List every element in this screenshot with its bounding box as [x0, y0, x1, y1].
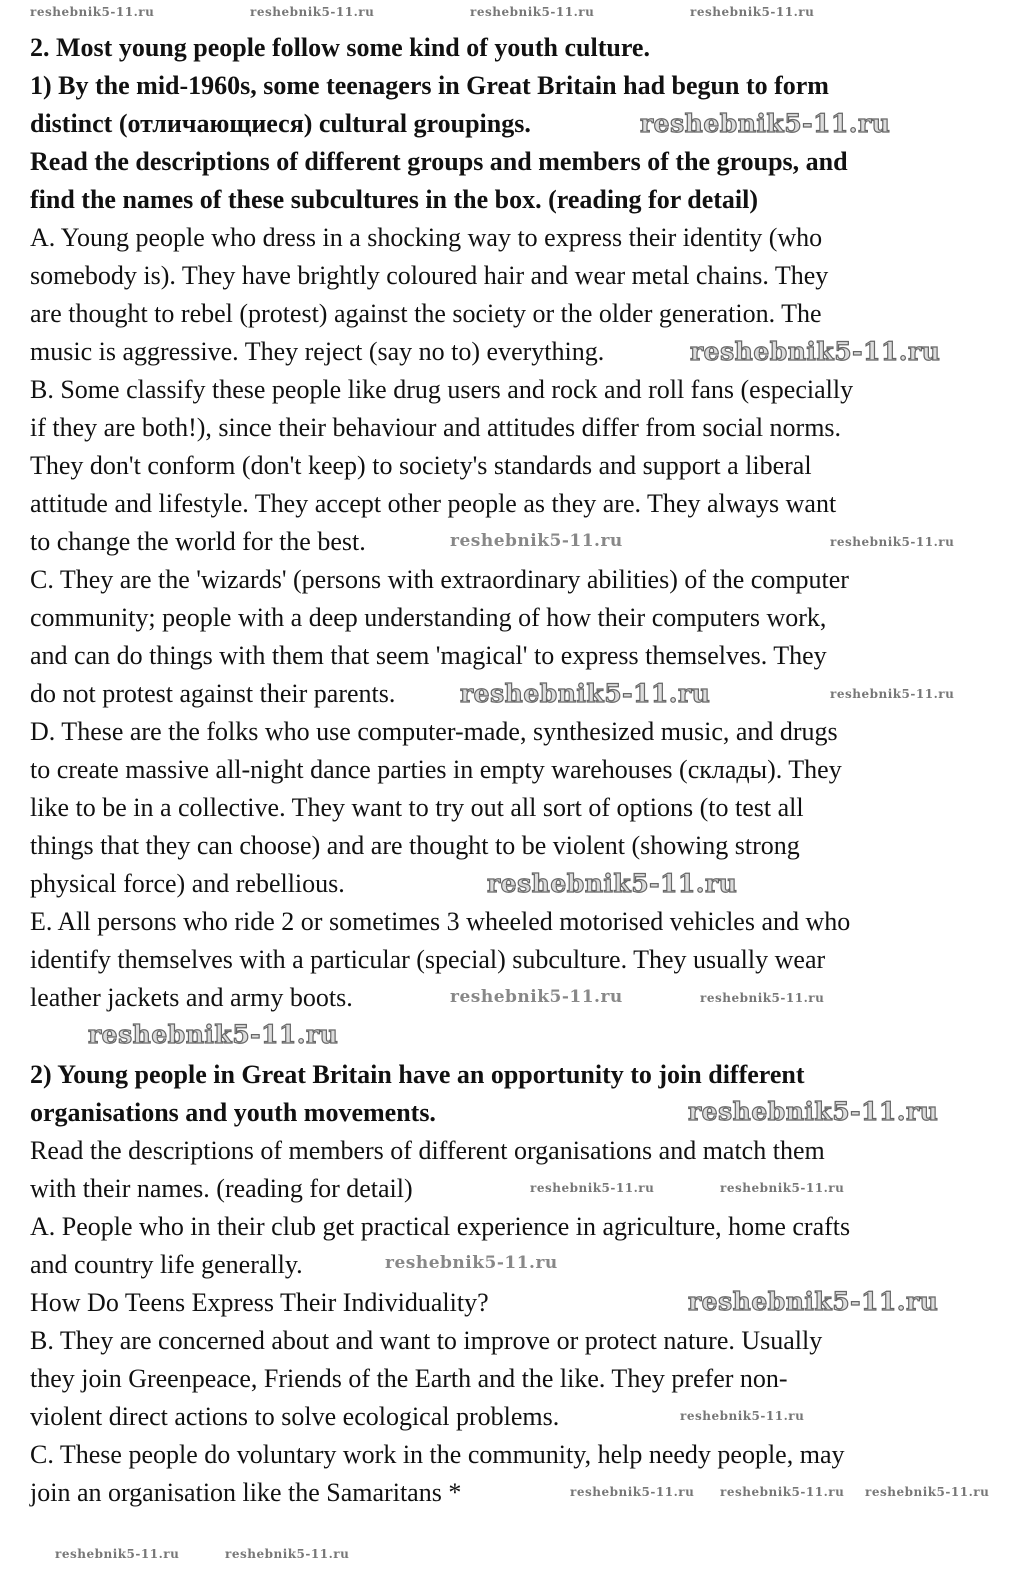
text-line: like to be in a collective. They want to try out all sort of options (to test all — [30, 793, 804, 822]
text-line: violent direct actions to solve ecological problems. — [30, 1402, 560, 1431]
watermark: reshebnik5-11.ru — [88, 1020, 339, 1049]
text-line: physical force) and rebellious. — [30, 869, 345, 898]
watermark: reshebnik5-11.ru — [688, 1287, 939, 1316]
watermark: reshebnik5-11.ru — [720, 1181, 845, 1195]
heading-line: distinct (отличающиеся) cultural groupings. — [30, 109, 531, 138]
text-line: C. They are the 'wizards' (persons with extraordinary abilities) of the computer — [30, 565, 849, 594]
text-line: with their names. (reading for detail) — [30, 1174, 413, 1203]
watermark: reshebnik5-11.ru — [225, 1547, 350, 1561]
watermark: reshebnik5-11.ru — [700, 991, 825, 1005]
watermark: reshebnik5-11.ru — [720, 1485, 845, 1499]
watermark: reshebnik5-11.ru — [690, 5, 815, 19]
text-line: join an organisation like the Samaritans * — [30, 1478, 462, 1507]
text-line: and country life generally. — [30, 1250, 303, 1279]
watermark: reshebnik5-11.ru — [470, 5, 595, 19]
text-line: C. These people do voluntary work in the community, help needy people, may — [30, 1440, 845, 1469]
watermark: reshebnik5-11.ru — [570, 1485, 695, 1499]
text-line: somebody is). They have brightly coloured hair and wear metal chains. They — [30, 261, 829, 290]
watermark: reshebnik5-11.ru — [680, 1409, 805, 1423]
watermark: reshebnik5-11.ru — [690, 337, 941, 366]
watermark: reshebnik5-11.ru — [688, 1097, 939, 1126]
watermark: reshebnik5-11.ru — [530, 1181, 655, 1195]
text-line: D. These are the folks who use computer-made, synthesized music, and drugs — [30, 717, 838, 746]
text-line: E. All persons who ride 2 or sometimes 3 wheeled motorised vehicles and who — [30, 907, 851, 936]
text-line: and can do things with them that seem 'magical' to express themselves. They — [30, 641, 827, 670]
text-line: to create massive all-night dance parties in empty warehouses (склады). They — [30, 755, 842, 784]
text-line: things that they can choose) and are thought to be violent (showing strong — [30, 831, 800, 860]
watermark: reshebnik5-11.ru — [830, 687, 955, 701]
text-line: if they are both!), since their behaviour and attitudes differ from social norms. — [30, 413, 842, 442]
heading-line: 1) By the mid-1960s, some teenagers in Great Britain had begun to form — [30, 71, 829, 100]
text-line: leather jackets and army boots. — [30, 983, 353, 1012]
watermark: reshebnik5-11.ru — [450, 987, 623, 1007]
watermark: reshebnik5-11.ru — [450, 531, 623, 551]
watermark: reshebnik5-11.ru — [830, 535, 955, 549]
heading-line: 2) Young people in Great Britain have an opportunity to join different — [30, 1060, 805, 1089]
heading-line: Read the descriptions of different groups and members of the groups, and — [30, 147, 848, 176]
text-line: How Do Teens Express Their Individuality? — [30, 1288, 489, 1317]
text-line: to change the world for the best. — [30, 527, 366, 556]
heading-line: organisations and youth movements. — [30, 1098, 436, 1127]
watermark: reshebnik5-11.ru — [865, 1485, 990, 1499]
text-line: are thought to rebel (protest) against the society or the older generation. The — [30, 299, 822, 328]
text-line: identify themselves with a particular (special) subculture. They usually wear — [30, 945, 826, 974]
text-line: attitude and lifestyle. They accept other people as they are. They always want — [30, 489, 837, 518]
text-line: B. Some classify these people like drug users and rock and roll fans (especially — [30, 375, 854, 404]
watermark: reshebnik5-11.ru — [250, 5, 375, 19]
text-line: Read the descriptions of members of different organisations and match them — [30, 1136, 825, 1165]
text-line: community; people with a deep understanding of how their computers work, — [30, 603, 827, 632]
watermark: reshebnik5-11.ru — [55, 1547, 180, 1561]
heading-line: 2. Most young people follow some kind of youth culture. — [30, 33, 650, 62]
text-line: A. People who in their club get practical experience in agriculture, home crafts — [30, 1212, 851, 1241]
text-line: B. They are concerned about and want to improve or protect nature. Usually — [30, 1326, 823, 1355]
text-line: they join Greenpeace, Friends of the Earth and the like. They prefer non- — [30, 1364, 788, 1393]
watermark: reshebnik5-11.ru — [460, 679, 711, 708]
text-line: do not protest against their parents. — [30, 679, 396, 708]
text-line: A. Young people who dress in a shocking way to express their identity (who — [30, 223, 823, 252]
text-line: They don't conform (don't keep) to society's standards and support a liberal — [30, 451, 812, 480]
text-line: music is aggressive. They reject (say no to) everything. — [30, 337, 605, 366]
watermark: reshebnik5-11.ru — [385, 1253, 558, 1273]
watermark: reshebnik5-11.ru — [30, 5, 155, 19]
watermark: reshebnik5-11.ru — [640, 109, 891, 138]
heading-line: find the names of these subcultures in the box. (reading for detail) — [30, 185, 759, 214]
watermark: reshebnik5-11.ru — [487, 869, 738, 898]
